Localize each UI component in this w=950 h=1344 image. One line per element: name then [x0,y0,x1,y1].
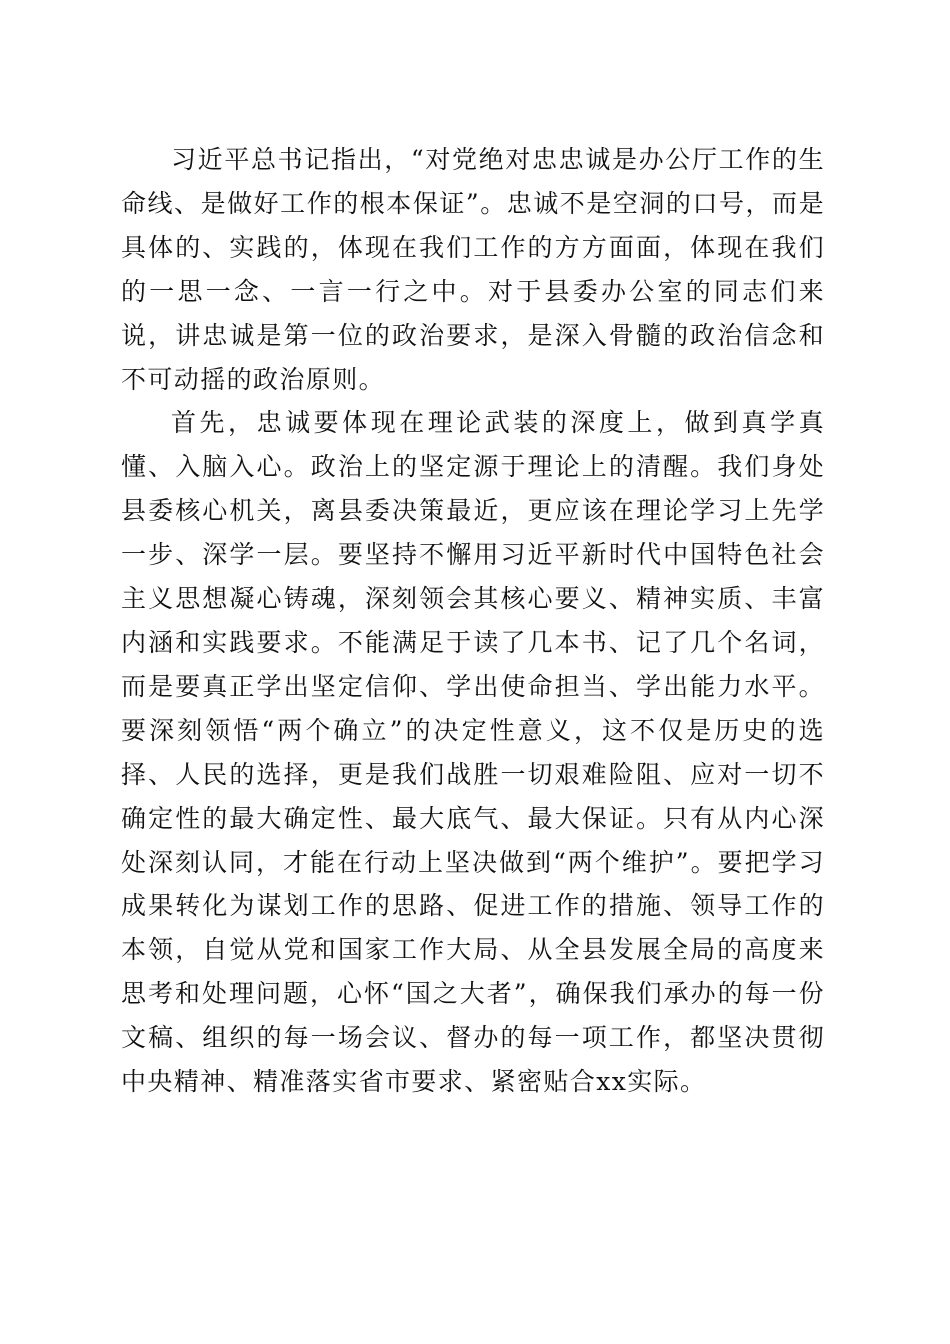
paragraph-2: 首先，忠诚要体现在理论武装的深度上，做到真学真懂、入脑入心。政治上的坚定源于理论上的清醒。我们身处县委核心机关，离县委决策最近，更应该在理论学习上先学一步、深学一层。要坚持不懈用习近平新时代中国特色社会主义思想凝心铸魂，深刻领会其核心要义、精神实质、丰富内涵和实践要求。不能满足于读了几本书、记了几个名词，而是要真正学出坚定信仰、学出使命担当、学出能力水平。要深刻领悟“两个确立”的决定性意义，这不仅是历史的选择、人民的选择，更是我们战胜一切艰难险阻、应对一切不确定性的最大确定性、最大底气、最大保证。只有从内心深处深刻认同，才能在行动上坚决做到“两个维护”。要把学习成果转化为谋划工作的思路、促进工作的措施、领导工作的本领，自觉从党和国家工作大局、从全县发展全局的高度来思考和处理问题，心怀“国之大者”，确保我们承办的每一份文稿、组织的每一场会议、督办的每一项工作，都坚决贯彻中央精神、精准落实省市要求、紧密贴合xx实际。 [121,408,825,1097]
document-body [121,138,825,1104]
paragraph-1: 习近平总书记指出，“对党绝对忠忠诚是办公厅工作的生命线、是做好工作的根本保证”。忠诚不是空洞的口号，而是具体的、实践的，体现在我们工作的方方面面，体现在我们的一思一念、一言一行之中。对于县委办公室的同志们来说，讲忠诚是第一位的政治要求，是深入骨髓的政治信念和不可动摇的政治原则。 [121,145,825,394]
